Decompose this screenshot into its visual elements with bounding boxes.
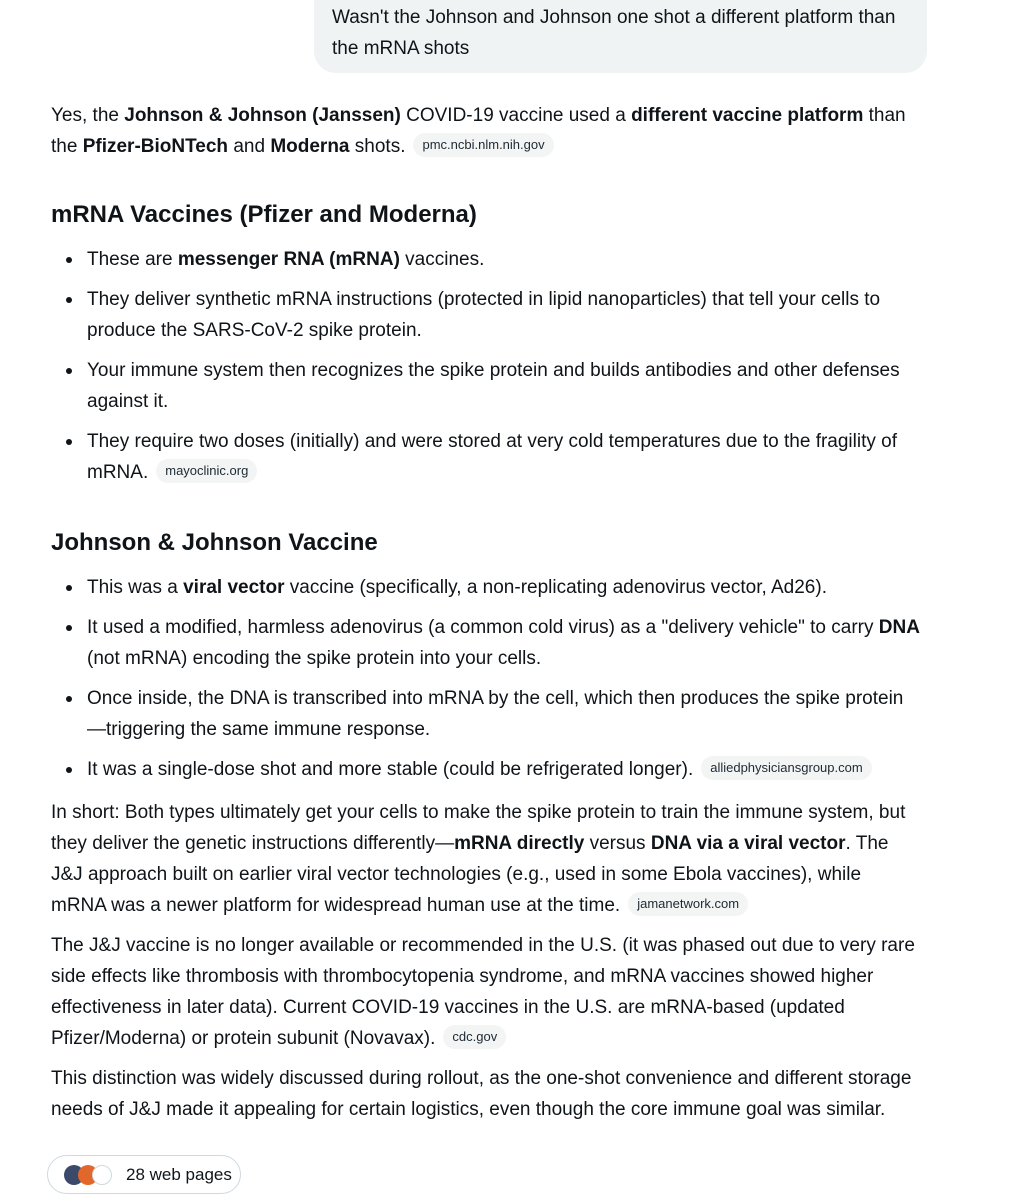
intro-bold: Moderna [270, 136, 350, 157]
jj-bullet-list [51, 572, 921, 785]
intro-text: Yes, the [51, 105, 125, 126]
list-item [51, 683, 921, 745]
status-paragraph [51, 930, 921, 1054]
mrna-bullet-list [51, 244, 921, 488]
list-item-text: vaccines. [399, 249, 485, 270]
section-heading-jj: Johnson & Johnson Vaccine [51, 529, 378, 556]
list-item-text: vaccine (specifically, a non-replicating adenovirus vector, Ad26). [284, 577, 827, 598]
intro-bold: Pfizer-BioNTech [82, 136, 229, 157]
list-item [51, 284, 921, 346]
summary-text: versus [584, 833, 651, 854]
web-sources-button[interactable] [47, 1155, 241, 1194]
status-text: The J&J vaccine is no longer available or recommended in the U.S. (it was phased out due to very rare side effects like thrombosis with thrombocytopenia syndrome, and mRNA vaccines showed higher effectiveness in later data). Current COVID-19 vaccines in the U.S. are mRNA-based (updated Pfizer/Moderna) or protein subunit (Novavax). [51, 935, 915, 1049]
summary-bold: DNA via a viral vector [650, 833, 846, 854]
list-item-bold: DNA [878, 617, 920, 638]
user-message-bubble [314, 0, 927, 73]
summary-paragraph [51, 797, 921, 921]
list-item [51, 244, 921, 275]
intro-text: than the [51, 105, 906, 157]
closing-paragraph: This distinction was widely discussed during rollout, as the one-shot convenience and different storage needs of J&J made it appealing for certain logistics, even though the core immune goal was similar. [51, 1068, 912, 1120]
source-chip[interactable]: mayoclinic.org [156, 459, 257, 483]
list-item-text: This was a [87, 577, 184, 598]
summary-text: In short: Both types ultimately get your cells to make the spike protein to train the immune system, but they deliver the genetic instructions differently— [51, 802, 906, 854]
intro-paragraph [51, 100, 921, 162]
list-item [51, 754, 921, 785]
source-chip[interactable]: alliedphysiciansgroup.com [701, 756, 871, 780]
source-favicon-3-icon [92, 1165, 112, 1185]
summary-text: . The J&J approach built on earlier viral vector technologies (e.g., used in some Ebola vaccines), while mRNA was a newer platform for widespread human use at the time. [51, 833, 889, 916]
list-item-text: They deliver synthetic mRNA instructions (protected in lipid nanoparticles) that tell your cells to produce the SARS-CoV-2 spike protein. [87, 289, 881, 341]
list-item-text: (not mRNA) encoding the spike protein into your cells. [87, 648, 542, 669]
list-item-text: They require two doses (initially) and were stored at very cold temperatures due to the fragility of mRNA. [87, 431, 897, 483]
intro-text: shots. [349, 136, 406, 157]
source-chip[interactable]: pmc.ncbi.nlm.nih.gov [413, 133, 553, 157]
list-item-text: It was a single-dose shot and more stable (could be refrigerated longer). [87, 759, 694, 780]
source-chip[interactable]: cdc.gov [443, 1025, 506, 1049]
user-message-text: Wasn't the Johnson and Johnson one shot a different platform than the mRNA shots [332, 7, 896, 59]
list-item-text: Your immune system then recognizes the spike protein and builds antibodies and other defenses against it. [87, 360, 900, 412]
list-item-bold: viral vector [183, 577, 285, 598]
web-sources-label: 28 web pages [126, 1164, 232, 1184]
intro-text: COVID-19 vaccine used a [400, 105, 632, 126]
summary-bold: mRNA directly [454, 833, 585, 854]
list-item [51, 355, 921, 417]
list-item-bold: messenger RNA (mRNA) [177, 249, 400, 270]
section-heading-mrna: mRNA Vaccines (Pfizer and Moderna) [51, 201, 477, 228]
source-chip[interactable]: jamanetwork.com [628, 892, 748, 916]
source-favicons [64, 1165, 112, 1185]
list-item [51, 572, 921, 603]
intro-bold: different vaccine platform [631, 105, 864, 126]
list-item-text: It used a modified, harmless adenovirus (a common cold virus) as a "delivery vehicle" to carry [87, 617, 879, 638]
list-item [51, 612, 921, 674]
list-item-text: Once inside, the DNA is transcribed into mRNA by the cell, which then produces the spike protein—triggering the same immune response. [87, 688, 904, 740]
list-item-text: These are [87, 249, 178, 270]
assistant-response [51, 100, 921, 1125]
list-item [51, 426, 921, 488]
intro-text: and [228, 136, 271, 157]
intro-bold: Johnson & Johnson (Janssen) [124, 105, 401, 126]
